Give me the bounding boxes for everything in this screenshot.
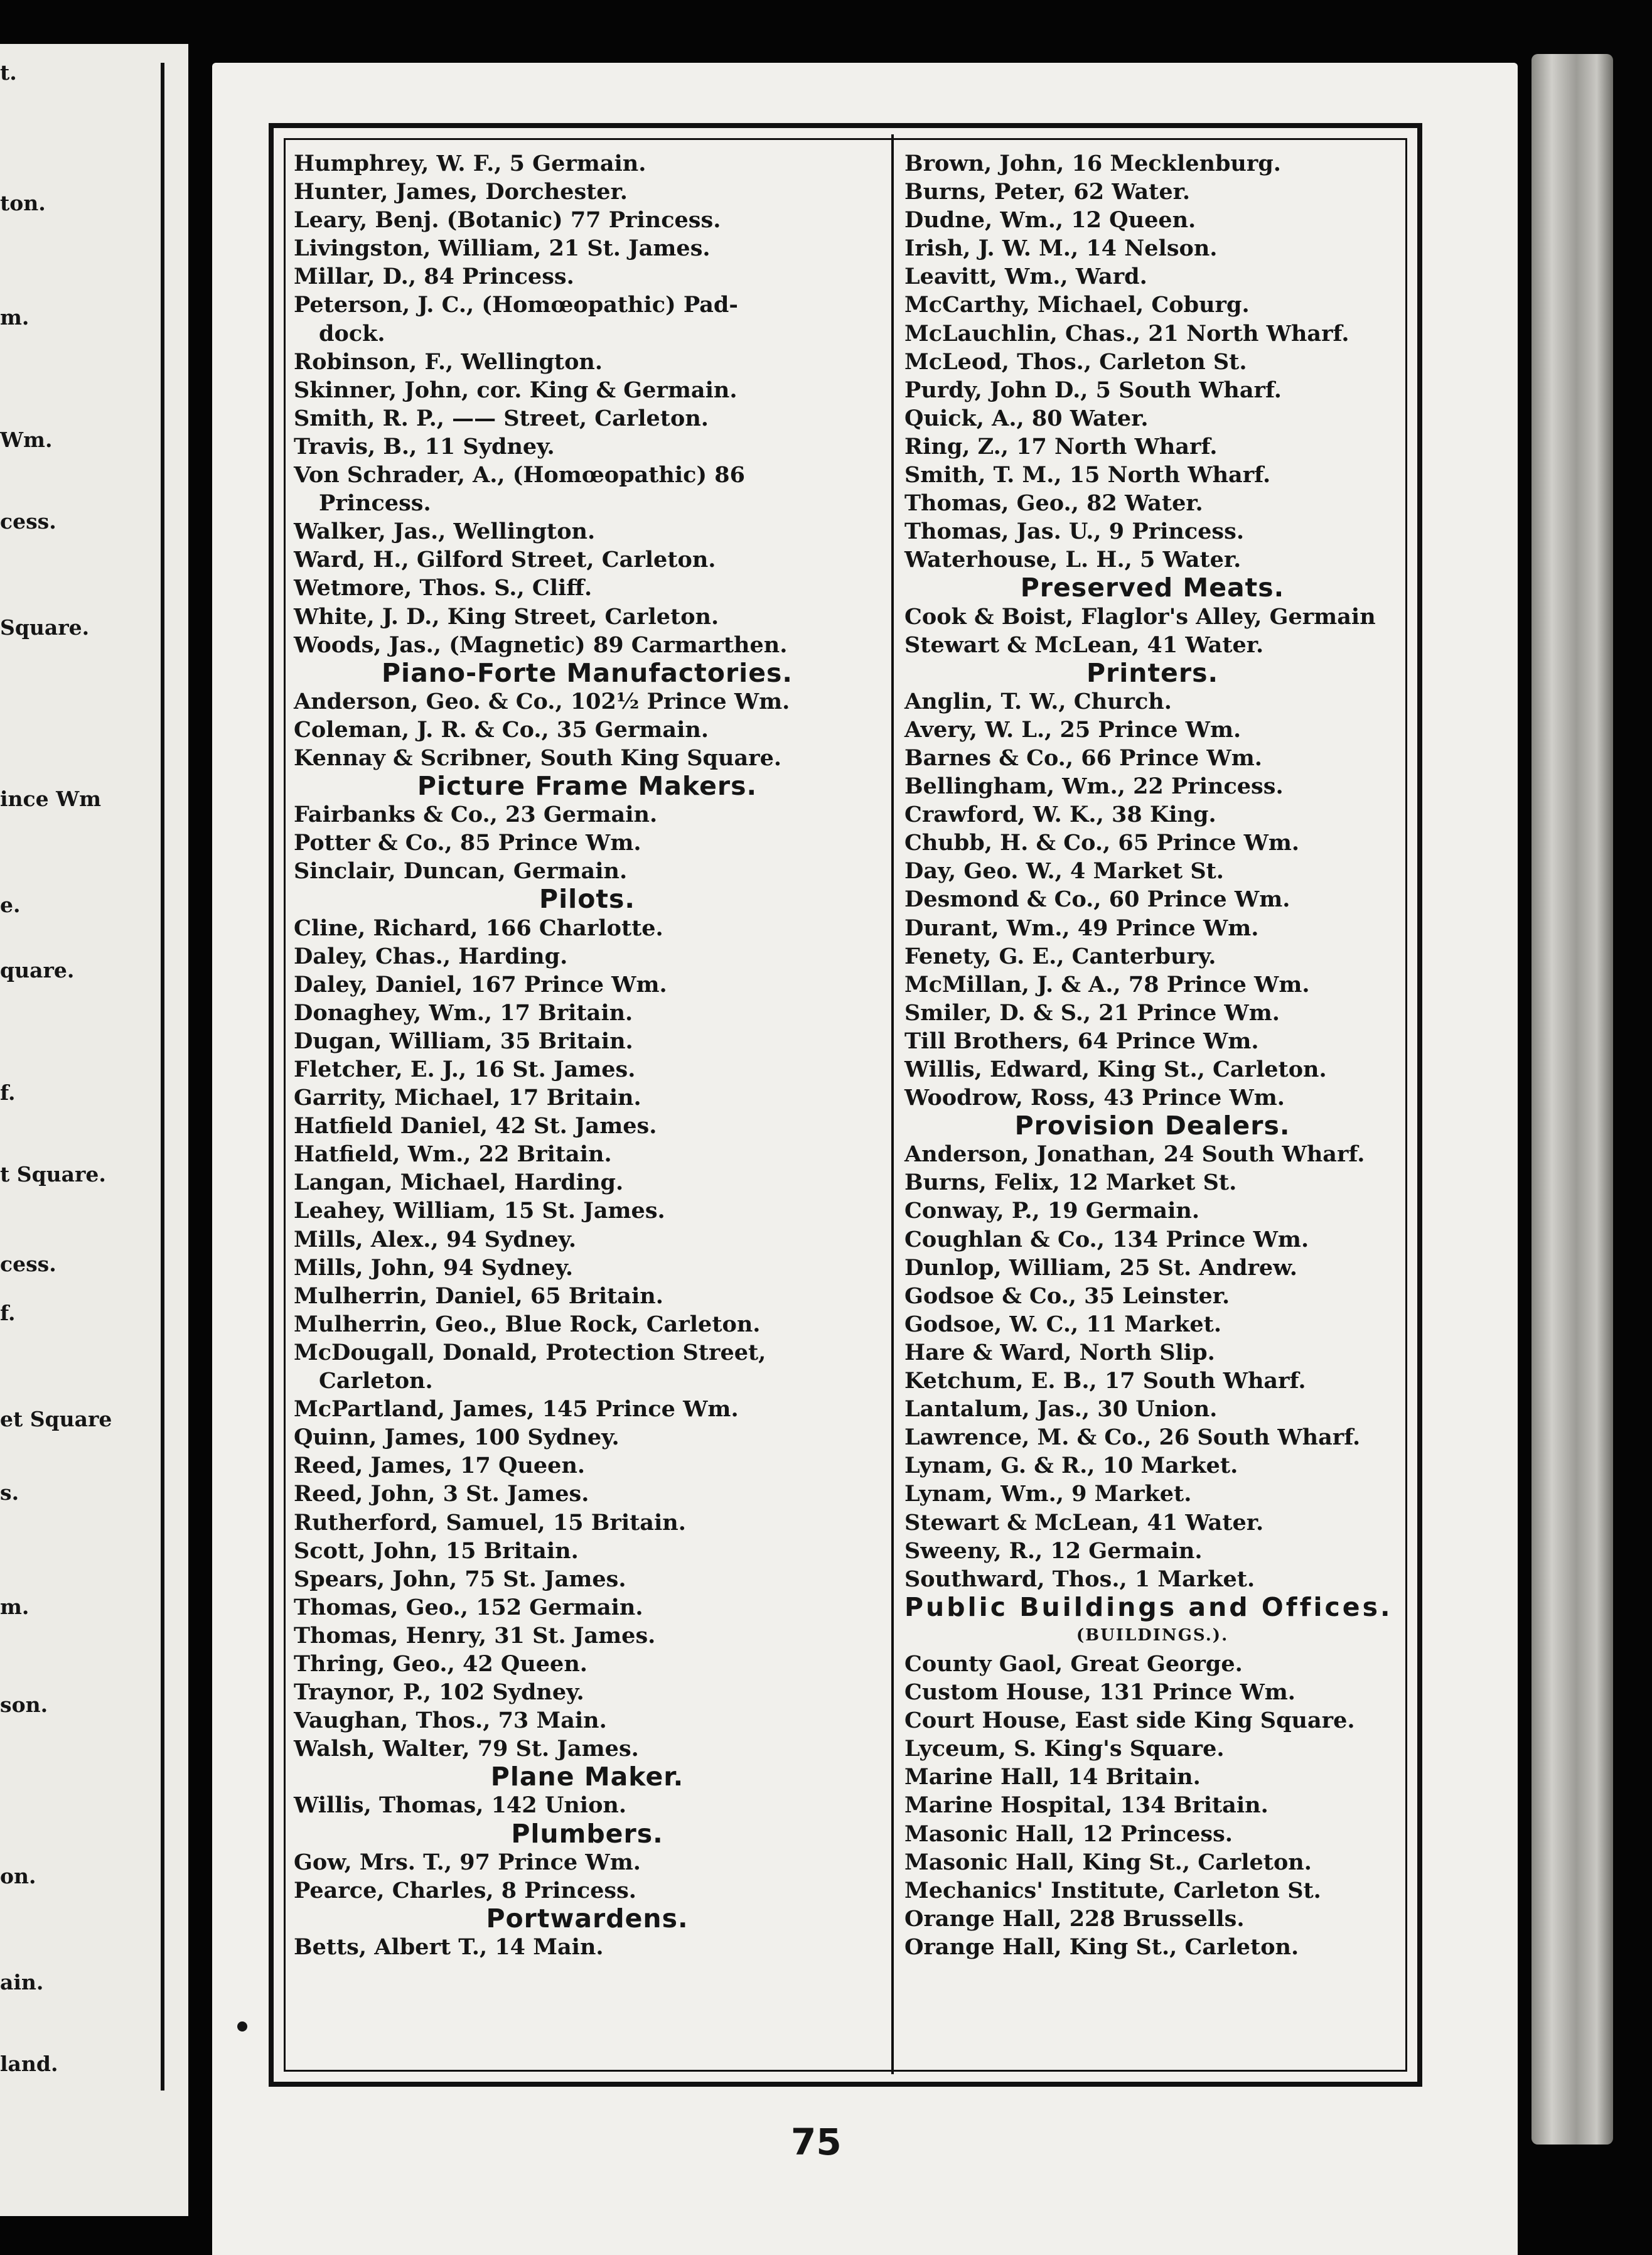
section-heading: Preserved Meats. (1020, 573, 1285, 603)
section-heading: Picture Frame Makers. (417, 771, 758, 802)
directory-entry: Thomas, Geo., 152 Germain. (294, 1594, 643, 1620)
directory-entry: Spears, John, 75 St. James. (294, 1566, 626, 1592)
directory-entry: Fairbanks & Co., 23 Germain. (294, 802, 658, 828)
directory-entry: Rutherford, Samuel, 15 Britain. (294, 1509, 686, 1536)
previous-page-fragment: e. (0, 893, 21, 917)
directory-entry: Gow, Mrs. T., 97 Prince Wm. (294, 1849, 641, 1875)
directory-entry: Thomas, Jas. U., 9 Princess. (904, 519, 1245, 545)
previous-page-fragment: cess. (0, 1252, 56, 1276)
directory-entry: Sinclair, Duncan, Germain. (294, 858, 628, 885)
directory-entry: Conway, P., 19 Germain. (904, 1198, 1200, 1224)
directory-entry: Leary, Benj. (Botanic) 77 Princess. (294, 207, 721, 234)
directory-entry: Daley, Chas., Harding. (294, 943, 568, 969)
column-divider (891, 134, 894, 2074)
directory-entry: Brown, John, 16 Mecklenburg. (904, 151, 1281, 176)
directory-entry: Cline, Richard, 166 Charlotte. (294, 915, 663, 941)
directory-entry: Wetmore, Thos. S., Cliff. (294, 575, 593, 601)
section-heading: Portwardens. (486, 1903, 689, 1934)
directory-entry: Sweeny, R., 12 Germain. (904, 1537, 1203, 1564)
directory-entry: Till Brothers, 64 Prince Wm. (904, 1028, 1259, 1054)
directory-entry: Dudne, Wm., 12 Queen. (904, 207, 1196, 234)
previous-page-fragment: s. (0, 1480, 19, 1505)
directory-entry: Woodrow, Ross, 43 Prince Wm. (904, 1085, 1285, 1111)
directory-entry: Ring, Z., 17 North Wharf. (904, 433, 1218, 460)
section-heading: Plumbers. (511, 1818, 663, 1849)
directory-entry: Hunter, James, Dorchester. (294, 179, 628, 205)
directory-entry: Anderson, Jonathan, 24 South Wharf. (904, 1141, 1365, 1168)
previous-page-fragment: t. (0, 60, 17, 85)
previous-page-fragment: cess. (0, 509, 56, 534)
directory-entry: McCarthy, Michael, Coburg. (904, 292, 1250, 318)
directory-entry: Ward, H., Gilford Street, Carleton. (294, 547, 716, 573)
directory-entry: Smiler, D. & S., 21 Prince Wm. (904, 999, 1280, 1026)
right-column (904, 149, 1400, 1961)
previous-page-fragment: t Square. (0, 1162, 106, 1187)
directory-entry: Fenety, G. E., Canterbury. (904, 943, 1216, 969)
section-heading: Printers. (1086, 657, 1219, 688)
directory-entry: Walsh, Walter, 79 St. James. (294, 1736, 639, 1762)
directory-entry: Peterson, J. C., (Homœopathic) Pad- (294, 292, 738, 318)
previous-page-fragment: Wm. (0, 428, 53, 452)
directory-entry: Chubb, H. & Co., 65 Prince Wm. (904, 830, 1300, 856)
directory-entry: Mills, John, 94 Sydney. (294, 1254, 574, 1281)
section-heading: Provision Dealers. (1014, 1111, 1290, 1141)
directory-entry: County Gaol, Great George. (904, 1650, 1243, 1677)
directory-entry: Robinson, F., Wellington. (294, 348, 603, 375)
directory-entry: Willis, Thomas, 142 Union. (294, 1792, 627, 1819)
directory-entry: Barnes & Co., 66 Prince Wm. (904, 745, 1262, 771)
directory-entry: Durant, Wm., 49 Prince Wm. (904, 915, 1259, 941)
directory-entry: Masonic Hall, King St., Carleton. (904, 1849, 1312, 1875)
directory-entry: Smith, T. M., 15 North Wharf. (904, 462, 1271, 488)
directory-entry: Reed, James, 17 Queen. (294, 1453, 586, 1479)
directory-entry: McLeod, Thos., Carleton St. (904, 348, 1247, 375)
directory-entry: Scott, John, 15 Britain. (294, 1537, 579, 1564)
section-heading: Pilots. (539, 884, 635, 915)
previous-page-fragment: f. (0, 1080, 16, 1105)
directory-entry: Kennay & Scribner, South King Square. (294, 745, 782, 771)
directory-entry: Stewart & McLean, 41 Water. (904, 1509, 1264, 1536)
directory-entry: Smith, R. P., —— Street, Carleton. (294, 405, 709, 431)
margin-ink-dot (237, 2021, 247, 2032)
previous-page-fragment: on. (0, 1864, 36, 1888)
directory-entry: Court House, East side King Square. (904, 1708, 1355, 1734)
directory-entry: Pearce, Charles, 8 Princess. (294, 1877, 636, 1903)
directory-entry: Fletcher, E. J., 16 St. James. (294, 1057, 636, 1082)
directory-entry-continuation: Carleton. (319, 1368, 433, 1394)
directory-entry: Mulherrin, Daniel, 65 Britain. (294, 1283, 663, 1309)
directory-entry: Marine Hall, 14 Britain. (904, 1764, 1201, 1790)
previous-page-fragment: ain. (0, 1970, 44, 1994)
directory-entry: Langan, Michael, Harding. (294, 1170, 624, 1196)
previous-page-fragment: son. (0, 1693, 48, 1717)
previous-page-fragment: land. (0, 2052, 58, 2076)
directory-entry: Garrity, Michael, 17 Britain. (294, 1085, 641, 1111)
directory-entry: Lawrence, M. & Co., 26 South Wharf. (904, 1424, 1361, 1451)
directory-entry: Traynor, P., 102 Sydney. (294, 1679, 584, 1706)
book-page-edges (1531, 54, 1613, 2145)
directory-entry: Lynam, G. & R., 10 Market. (904, 1453, 1238, 1479)
section-subheading: (BUILDINGS.). (1076, 1625, 1229, 1645)
directory-entry: Cook & Boist, Flaglor's Alley, Germain (904, 603, 1376, 630)
previous-page-fragment: ton. (0, 191, 46, 215)
directory-entry: Mechanics' Institute, Carleton St. (904, 1877, 1321, 1903)
directory-entry: Orange Hall, 228 Brussells. (904, 1905, 1245, 1932)
previous-page-edge (0, 44, 188, 2216)
directory-entry: Ketchum, E. B., 17 South Wharf. (904, 1368, 1306, 1394)
section-heading: Piano-Forte Manufactories. (381, 657, 793, 688)
directory-entry: Anglin, T. W., Church. (904, 688, 1172, 714)
directory-entry: Mulherrin, Geo., Blue Rock, Carleton. (294, 1311, 761, 1337)
directory-entry: Coughlan & Co., 134 Prince Wm. (904, 1226, 1309, 1252)
directory-entry: Vaughan, Thos., 73 Main. (294, 1708, 607, 1734)
page-number: 75 (791, 2121, 842, 2163)
directory-entry: Day, Geo. W., 4 Market St. (904, 858, 1224, 885)
directory-entry-continuation: dock. (319, 320, 385, 347)
directory-entry: Mills, Alex., 94 Sydney. (294, 1226, 577, 1252)
section-heading: Plane Maker. (490, 1762, 684, 1792)
directory-entry: Von Schrader, A., (Homœopathic) 86 (294, 462, 745, 488)
previous-page-fragment: m. (0, 305, 30, 330)
directory-entry: Bellingham, Wm., 22 Princess. (904, 773, 1284, 800)
directory-entry: Lyceum, S. King's Square. (904, 1736, 1225, 1762)
previous-page-rule (161, 63, 164, 2091)
previous-page-fragment: et Square (0, 1407, 112, 1431)
directory-entry: McMillan, J. & A., 78 Prince Wm. (904, 971, 1310, 998)
directory-entry: Humphrey, W. F., 5 Germain. (294, 151, 646, 176)
directory-entry: Donaghey, Wm., 17 Britain. (294, 999, 633, 1026)
directory-entry: Quinn, James, 100 Sydney. (294, 1424, 620, 1451)
directory-entry: Godsoe, W. C., 11 Market. (904, 1311, 1222, 1337)
directory-entry: Dunlop, William, 25 St. Andrew. (904, 1254, 1297, 1281)
previous-page-fragment: m. (0, 1595, 30, 1619)
directory-page (212, 63, 1518, 2255)
directory-entry: Quick, A., 80 Water. (904, 405, 1149, 431)
directory-entry: Irish, J. W. M., 14 Nelson. (904, 235, 1218, 262)
directory-entry: Travis, B., 11 Sydney. (294, 433, 555, 460)
directory-entry: Waterhouse, L. H., 5 Water. (904, 547, 1242, 573)
section-heading: Public Buildings and Offices. (904, 1591, 1393, 1622)
previous-page-fragment: f. (0, 1301, 16, 1325)
directory-entry: Lynam, Wm., 9 Market. (904, 1481, 1192, 1507)
page-border-frame (269, 123, 1422, 2087)
directory-entry: Thomas, Henry, 31 St. James. (294, 1622, 656, 1649)
directory-entry: Desmond & Co., 60 Prince Wm. (904, 886, 1290, 913)
directory-entry: Thomas, Geo., 82 Water. (904, 490, 1203, 517)
directory-entry: Burns, Felix, 12 Market St. (904, 1170, 1237, 1196)
directory-entry: Marine Hospital, 134 Britain. (904, 1792, 1268, 1819)
previous-page-fragment: quare. (0, 958, 75, 982)
directory-entry: Godsoe & Co., 35 Leinster. (904, 1283, 1230, 1309)
directory-entry: McLauchlin, Chas., 21 North Wharf. (904, 320, 1349, 347)
directory-entry: Crawford, W. K., 38 King. (904, 802, 1216, 828)
directory-entry: Masonic Hall, 12 Princess. (904, 1821, 1233, 1847)
directory-entry: Leavitt, Wm., Ward. (904, 264, 1147, 290)
directory-entry: Hare & Ward, North Slip. (904, 1339, 1215, 1365)
directory-entry-continuation: Princess. (319, 490, 431, 517)
directory-entry: Livingston, William, 21 St. James. (294, 235, 711, 262)
directory-entry: Hatfield Daniel, 42 St. James. (294, 1113, 657, 1139)
directory-entry: Thring, Geo., 42 Queen. (294, 1650, 587, 1677)
directory-entry: Hatfield, Wm., 22 Britain. (294, 1141, 612, 1168)
directory-entry: Reed, John, 3 St. James. (294, 1481, 589, 1507)
directory-entry: Skinner, John, cor. King & Germain. (294, 377, 738, 403)
previous-page-fragment: Square. (0, 615, 90, 640)
directory-entry: Southward, Thos., 1 Market. (904, 1566, 1255, 1592)
directory-entry: McDougall, Donald, Protection Street, (294, 1339, 766, 1365)
left-column (294, 149, 881, 1961)
directory-entry: Avery, W. L., 25 Prince Wm. (904, 716, 1242, 743)
directory-entry: Burns, Peter, 62 Water. (904, 179, 1191, 205)
directory-entry: Stewart & McLean, 41 Water. (904, 632, 1264, 658)
previous-page-fragment: ince Wm (0, 787, 102, 811)
directory-entry: Leahey, William, 15 St. James. (294, 1198, 665, 1224)
directory-entry: Purdy, John D., 5 South Wharf. (904, 377, 1282, 403)
directory-entry: Lantalum, Jas., 30 Union. (904, 1396, 1218, 1423)
directory-entry: Orange Hall, King St., Carleton. (904, 1934, 1299, 1960)
directory-entry: Potter & Co., 85 Prince Wm. (294, 830, 641, 856)
directory-entry: Dugan, William, 35 Britain. (294, 1028, 633, 1054)
directory-entry: Coleman, J. R. & Co., 35 Germain. (294, 716, 709, 743)
directory-entry: Millar, D., 84 Princess. (294, 264, 574, 290)
directory-entry: Woods, Jas., (Magnetic) 89 Carmarthen. (294, 632, 788, 658)
directory-entry: McPartland, James, 145 Prince Wm. (294, 1396, 739, 1423)
directory-entry: White, J. D., King Street, Carleton. (294, 603, 719, 630)
directory-entry: Daley, Daniel, 167 Prince Wm. (294, 971, 667, 998)
directory-entry: Custom House, 131 Prince Wm. (904, 1679, 1295, 1706)
directory-entry: Betts, Albert T., 14 Main. (294, 1934, 604, 1960)
directory-entry: Anderson, Geo. & Co., 102½ Prince Wm. (294, 688, 790, 714)
directory-entry: Walker, Jas., Wellington. (294, 519, 596, 545)
directory-entry: Willis, Edward, King St., Carleton. (904, 1057, 1327, 1082)
